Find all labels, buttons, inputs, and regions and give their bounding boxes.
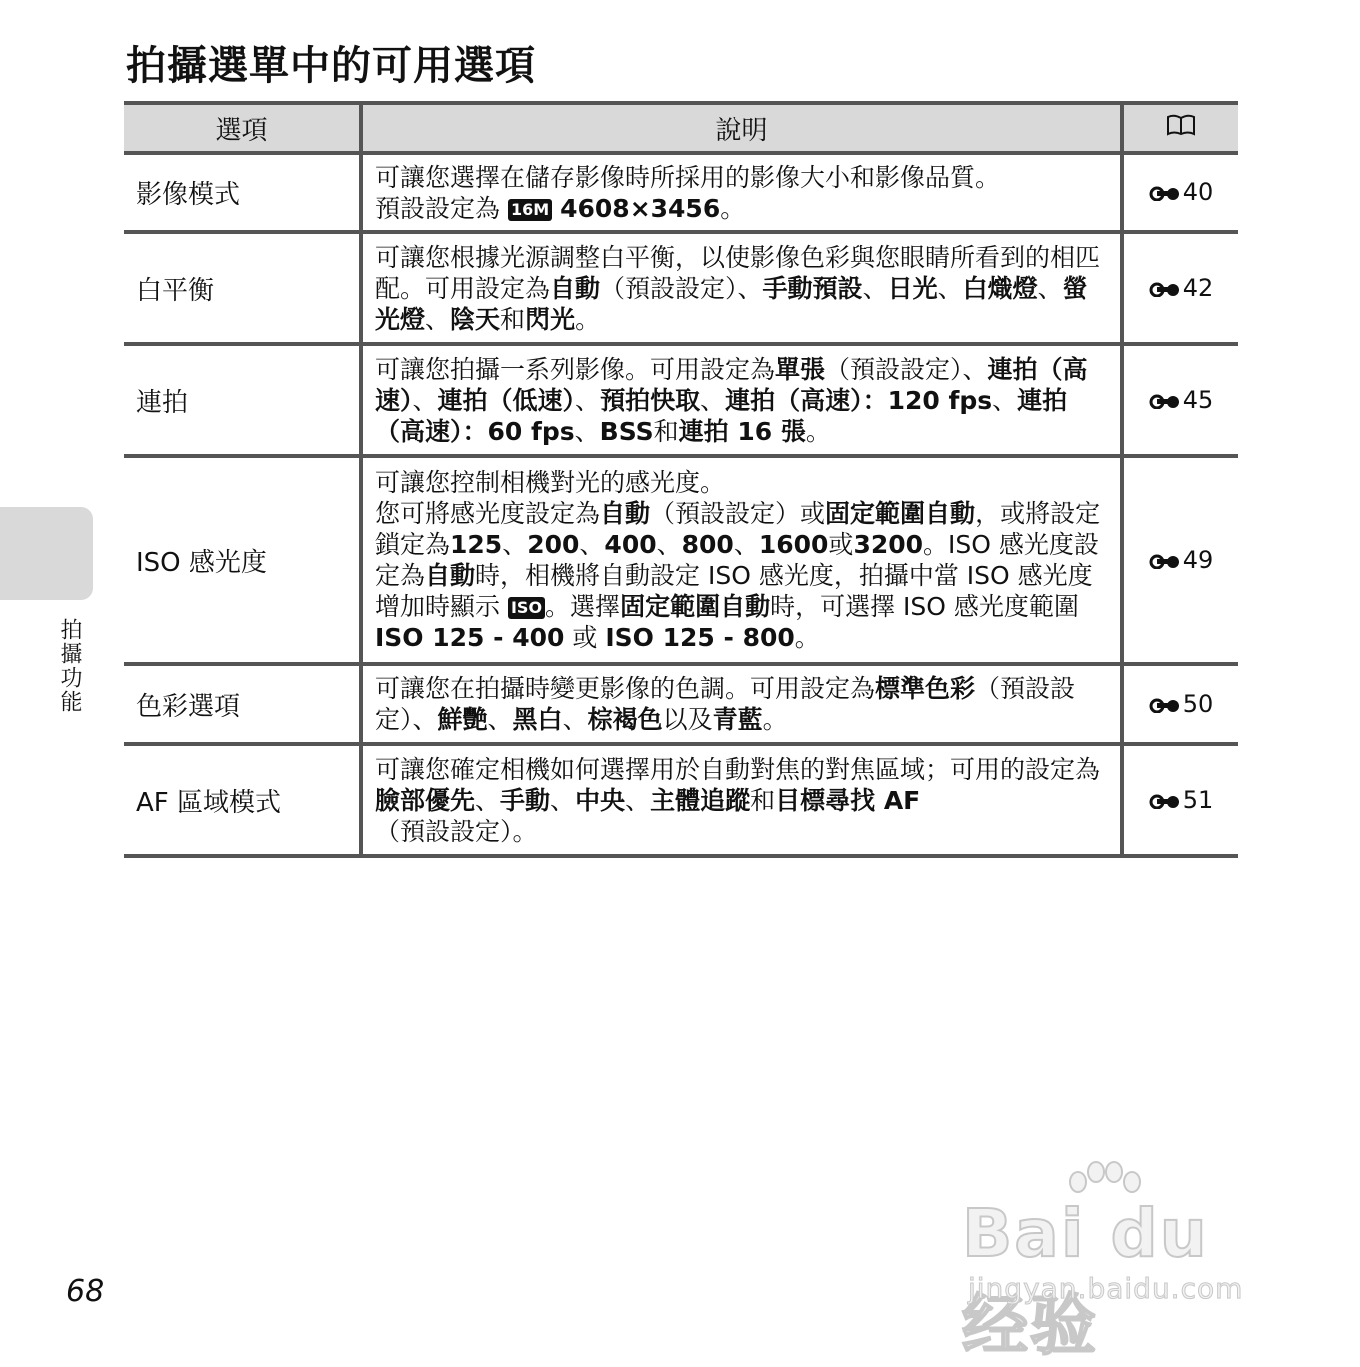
reference-cell: 45 — [1122, 344, 1238, 456]
binoculars-icon — [1149, 387, 1181, 415]
page-number: 68 — [66, 1274, 105, 1309]
table-row — [124, 344, 1238, 456]
watermark-url: jingyan.baidu.com — [968, 1272, 1244, 1305]
reference-cell: 50 — [1122, 664, 1238, 744]
option-name: 色彩選項 — [124, 664, 361, 744]
option-description: 可讓您拍攝一系列影像。可用設定為單張（預設設定）、連拍（高速）、連拍（低速）、預拍快取、連拍（高速）：120 fps、連拍（高速）：60 fps、BSS和連拍 16 張。 — [361, 344, 1122, 456]
option-description: 可讓您選擇在儲存影像時所採用的影像大小和影像品質。 預設設定為 16M 4608×3456。 — [361, 153, 1122, 232]
table-row — [124, 153, 1238, 232]
reference-cell: 42 — [1122, 232, 1238, 344]
table-row — [124, 232, 1238, 344]
binoculars-icon — [1149, 179, 1181, 207]
header-option: 選項 — [124, 103, 361, 153]
book-icon — [1166, 113, 1196, 144]
binoculars-icon — [1149, 691, 1181, 719]
watermark-brand: Bai du 经验 — [962, 1195, 1209, 1364]
table-row — [124, 744, 1238, 856]
iso-icon: ISO — [508, 597, 545, 619]
baidu-watermark — [962, 1160, 1282, 1364]
option-description: 可讓您在拍攝時變更影像的色調。可用設定為標準色彩（預設設定）、鮮艷、黑白、棕褐色以及青藍。 — [361, 664, 1122, 744]
option-name: AF 區域模式 — [124, 744, 361, 856]
table-row — [124, 664, 1238, 744]
binoculars-icon — [1149, 787, 1181, 815]
option-name: 白平衡 — [124, 232, 361, 344]
option-name: 連拍 — [124, 344, 361, 456]
options-table — [124, 101, 1238, 858]
option-description: 可讓您根據光源調整白平衡，以使影像色彩與您眼睛所看到的相匹配。可用設定為自動（預設設定）、手動預設、日光、白熾燈、螢光燈、陰天和閃光。 — [361, 232, 1122, 344]
binoculars-icon — [1149, 547, 1181, 575]
table-row — [124, 456, 1238, 664]
option-description: 可讓您確定相機如何選擇用於自動對焦的對焦區域；可用的設定為臉部優先、手動、中央、主體追蹤和目標尋找 AF （預設設定）。 — [361, 744, 1122, 856]
binoculars-icon — [1149, 275, 1181, 303]
option-description: 可讓您控制相機對光的感光度。 您可將感光度設定為自動（預設設定）或固定範圍自動，或將設定鎖定為125、200、400、800、1600或3200。ISO 感光度設定為自動時，相機將自動設定 ISO 感光度，拍攝中當 ISO 感光度增加時顯示 ISO 。選擇固定範圍自動時，可選擇 ISO 感光度範圍 ISO 125 - 400 或 ISO 125 - 800。 — [361, 456, 1122, 664]
side-section-label: 拍攝功能 — [57, 618, 82, 714]
reference-cell: 51 — [1122, 744, 1238, 856]
table-header-row — [124, 103, 1238, 153]
option-name: 影像模式 — [124, 153, 361, 232]
header-description: 說明 — [361, 103, 1122, 153]
option-name: ISO 感光度 — [124, 456, 361, 664]
header-reference — [1122, 103, 1238, 153]
image-size-icon: 16M — [508, 199, 552, 221]
reference-cell: 49 — [1122, 456, 1238, 664]
reference-cell: 40 — [1122, 153, 1238, 232]
page-title: 拍攝選單中的可用選項 — [126, 43, 536, 89]
side-section-tab — [0, 507, 93, 600]
